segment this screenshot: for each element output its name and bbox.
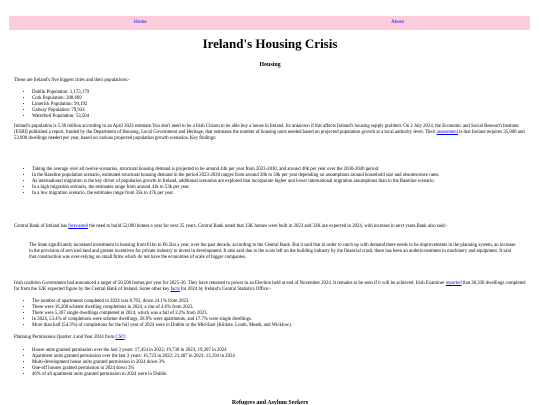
list-item: • 46% of all apartment units granted permission in 2024 were in Dublin [32, 372, 514, 378]
list-item: • The number of apartments completed in 2024 was 8,763, down 24.1% from 2023. [32, 299, 514, 305]
cso-link[interactable]: CSO [115, 335, 125, 340]
paragraph-text: Planning Permissions Quarter 4 and Year 2024 from [14, 335, 116, 340]
list-item: • One-off houses granted permission in 2024 down 3% [32, 366, 514, 372]
paragraph-text: Ireland's population is 5.38 million according to an April 2024 estimate.You don't need to be a Irish Citizen to be able buy a house in Ireland. Its unknown if this affects Ireland's housing supply problem. On 2 July 2024, the Economic and Social Research Institute (ESRI) published a report, funded by the Department of Housing, Local Government and Heritage, that estimates the number of housing units needed based on projected population growth at a local authority level. Their [14, 124, 519, 135]
nav-about-link[interactable]: About [391, 19, 404, 25]
government-target-paragraph [14, 281, 526, 293]
central-bank-quote: The State significantly increased investment in housing from €1bn to €6.5bn a year, over the past decade, according to the Central Bank. But it said that in order to catch up with demand there needs to be improvements in the planning system, an increase in the provision of serviced land and greater incentives for private industry to invest in development. It also said due to the scars left on the building industry by the financial crash, there has been an underinvestment in machinery and equipment. It said that construction was over-relying on small firms which do not have the economies of scale of bigger companies. [29, 243, 516, 260]
facts-link[interactable]: facts [170, 287, 180, 292]
list-item: • Cork Population: 208,669 [32, 96, 514, 102]
paragraph-text: Central Bank of Ireland has [14, 224, 69, 229]
permissions-list [14, 348, 514, 378]
top-nav-bar [9, 16, 530, 30]
list-item: • Limerick Population: 94,192 [32, 102, 514, 108]
findings-list [14, 167, 514, 197]
cities-list [14, 90, 514, 120]
list-item: • House units granted permission over the last 3 years: 17,454 in 2022; 19,738 in 2023; 19,207 in 2024 [32, 348, 514, 354]
paragraph-text: that 30,330 dwellings completed far from the 32K expected figure by the Central Bank of Ireland. Some other key [14, 281, 526, 292]
central-bank-paragraph [14, 224, 526, 230]
list-item: • Taking the average over all twelve scenarios, structural housing demand is projected to be around 44k per year from 2023-2030, and around 40k per year over the 2030-2040 period. [32, 167, 514, 173]
list-item: • In the Baseline population scenario, estimated structural housing demand in the period 2023-2030 ranges from around 38k to 50k per year depending on assumptions around household size and obsolescence rates. [32, 173, 514, 179]
list-item: • In a low migration scenario, the estimates range from 35k to 47k per year. [32, 191, 514, 197]
assessment-link[interactable]: assessment [436, 130, 458, 135]
list-item: • Galway Population: 79,934 [32, 108, 514, 114]
list-item: • Dublin Population: 1,173,179 [32, 90, 514, 96]
reported-link[interactable]: reported [445, 281, 462, 286]
page-title: Ireland's Housing Crisis [202, 36, 338, 51]
cso-facts-list [14, 299, 514, 329]
nav-home-link[interactable]: Home [134, 19, 147, 25]
list-item: • In 2024, 53.4% of completions were scheme dwellings, 28.9% were apartments, and 17.7% were single dwellings. [32, 317, 514, 323]
paragraph-text: for 2024 by Ireland's Central Statistics Office:- [179, 287, 271, 292]
list-item: • In a high migration scenario, the estimates range from around 41k to 53k per year. [32, 185, 514, 191]
paragraph-text: is that Ireland requires 35,000 and 53,000 dwellings needed per year, based on various projected population growth scenarios. Key findings: [14, 130, 525, 141]
housing-heading: Housing [259, 62, 281, 68]
list-item: • As international migration is the key driver of population growth in Ireland, additional scenarios are explored that incorporate higher and lower international migration assumptions than in the Baseline scenario. [32, 179, 514, 185]
paragraph-text: the need to build 52,000 homes a year for next 25 years. Central Bank noted that 33K homes were built in 2023 and 32K are expected in 2024, with increase in next years.Bank also said:- [87, 224, 448, 229]
cities-intro: These are Ireland's five biggest cities and their populations:- [14, 78, 130, 83]
planning-permissions-intro [14, 335, 526, 341]
population-paragraph [14, 124, 526, 142]
list-item: • There were 5,367 single dwellings completed in 2024, which was a fall of 2.2% from 2023. [32, 311, 514, 317]
refugees-heading: Refugees and Asylum Seekers [231, 400, 309, 405]
paragraph-text: Irish coalition Government had announced a target of 50,500 homes per year for 2025-30. They have returned to power in an Election held at end of November 2024. It remains to be seen if it will be achieved. Irish Examiner [14, 281, 446, 286]
paragraph-text: : [124, 335, 127, 340]
list-item: • There were 16,200 scheme dwelling completions in 2024, a rise of 4.6% from 2023. [32, 305, 514, 311]
forecasted-link[interactable]: forecasted [68, 224, 88, 229]
list-item: • More than half (54.3%) of completions for the full year of 2024 were in Dublin or the Mid-East (Kildare, Louth, Meath, and Wicklow). [32, 323, 514, 329]
list-item: • Waterford Population: 53,504 [32, 114, 514, 120]
list-item: • Multi-development house units granted permission in 2024 down 3% [32, 360, 514, 366]
list-item: • Apartment units granted permission over the last 3 years: 16,723 in 2022; 21,487 in 2023; 13,194 in 2024 [32, 354, 514, 360]
